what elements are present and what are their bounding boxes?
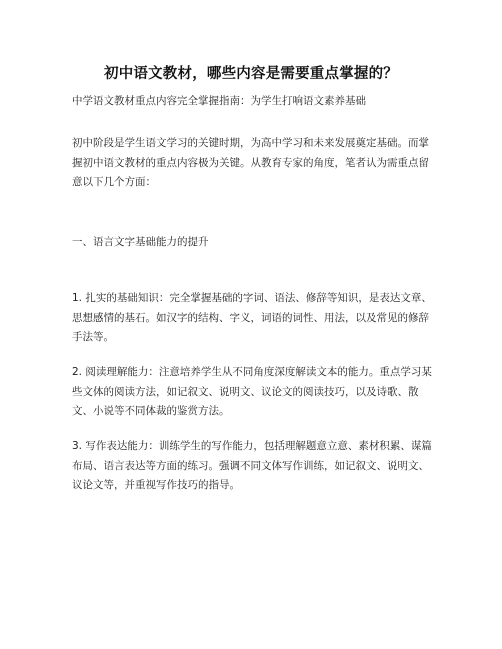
list-item: 2. 阅读理解能力：注意培养学生从不同角度深度解读文本的能力。重点学习某些文体的阅读方法，如记叙文、说明文、议论文的阅读技巧，以及诗歌、散文、小说等不同体裁的鉴赏方法。	[72, 366, 432, 417]
list-item: 1. 扎实的基础知识：完全掌握基础的字词、语法、修辞等知识，是表达文章、思想感情的基石。如汉字的结构、字义，词语的词性、用法，以及常见的修辞手法等。	[72, 292, 432, 343]
document-title: 初中语文教材，哪些内容是需要重点掌握的？	[104, 66, 398, 82]
section-heading: 一、语言文字基础能力的提升	[72, 236, 209, 248]
intro-paragraph: 初中阶段是学生语文学习的关键时期，为高中学习和未来发展奠定基础。而掌握初中语文教材的重点内容极为关键。从教育专家的角度，笔者认为需重点留意以下几个方面：	[72, 137, 429, 188]
document-subtitle: 中学语文教材重点内容完全掌握指南：为学生打响语文素养基础	[72, 95, 366, 107]
list-item: 3. 写作表达能力：训练学生的写作能力，包括理解题意立意、素材积累、谋篇布局、语言表达等方面的练习。强调不同文体写作训练，如记叙文、说明文、议论文等，并重视写作技巧的指导。	[72, 440, 432, 491]
